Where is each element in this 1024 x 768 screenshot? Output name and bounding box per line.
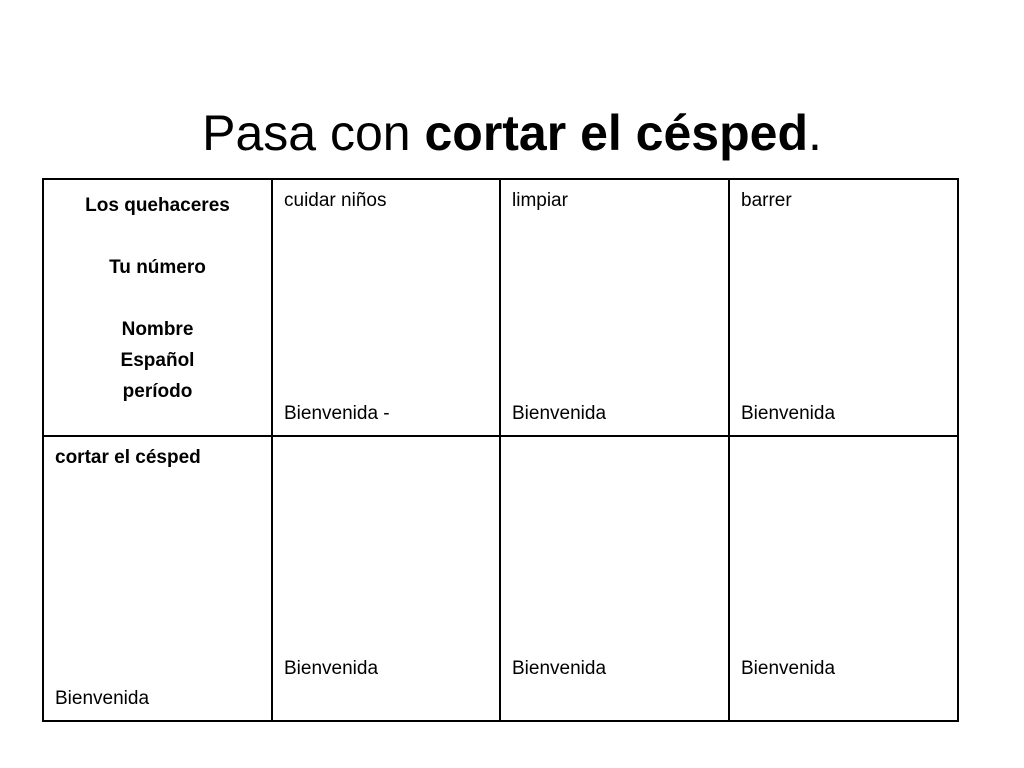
cell-footer: Bienvenida	[512, 403, 607, 424]
table-cell	[729, 179, 958, 436]
header-cell	[43, 179, 272, 436]
table-cell	[272, 436, 500, 721]
chore-label: barrer	[741, 190, 792, 211]
table-cell	[272, 179, 500, 436]
cell-footer: Bienvenida	[741, 658, 836, 679]
table-cell	[729, 436, 958, 721]
slide-title-bold: cortar el césped	[424, 104, 808, 161]
header-stack	[44, 190, 271, 407]
header-period-label: período	[122, 381, 193, 402]
table-cell	[500, 179, 729, 436]
cell-footer: Bienvenida	[284, 658, 379, 679]
chore-label: limpiar	[512, 190, 568, 211]
chores-table	[42, 178, 959, 722]
chore-label: cuidar niños	[284, 190, 387, 211]
slide-title-suffix: .	[808, 104, 822, 161]
table-row	[43, 179, 958, 436]
chore-label: cortar el césped	[55, 447, 201, 468]
table-cell	[500, 436, 729, 721]
cell-footer: Bienvenida -	[284, 403, 390, 424]
header-name-label: Nombre	[121, 319, 194, 340]
table-cell	[43, 436, 272, 721]
table-row	[43, 436, 958, 721]
cell-footer: Bienvenida	[741, 403, 836, 424]
header-number-label: Tu número	[109, 257, 206, 278]
header-chores-label: Los quehaceres	[85, 195, 230, 216]
cell-footer: Bienvenida	[512, 658, 607, 679]
slide-title-prefix: Pasa con	[202, 104, 425, 161]
header-class-label: Español	[120, 350, 195, 371]
slide-title	[0, 100, 1024, 166]
cell-footer: Bienvenida	[55, 688, 150, 709]
